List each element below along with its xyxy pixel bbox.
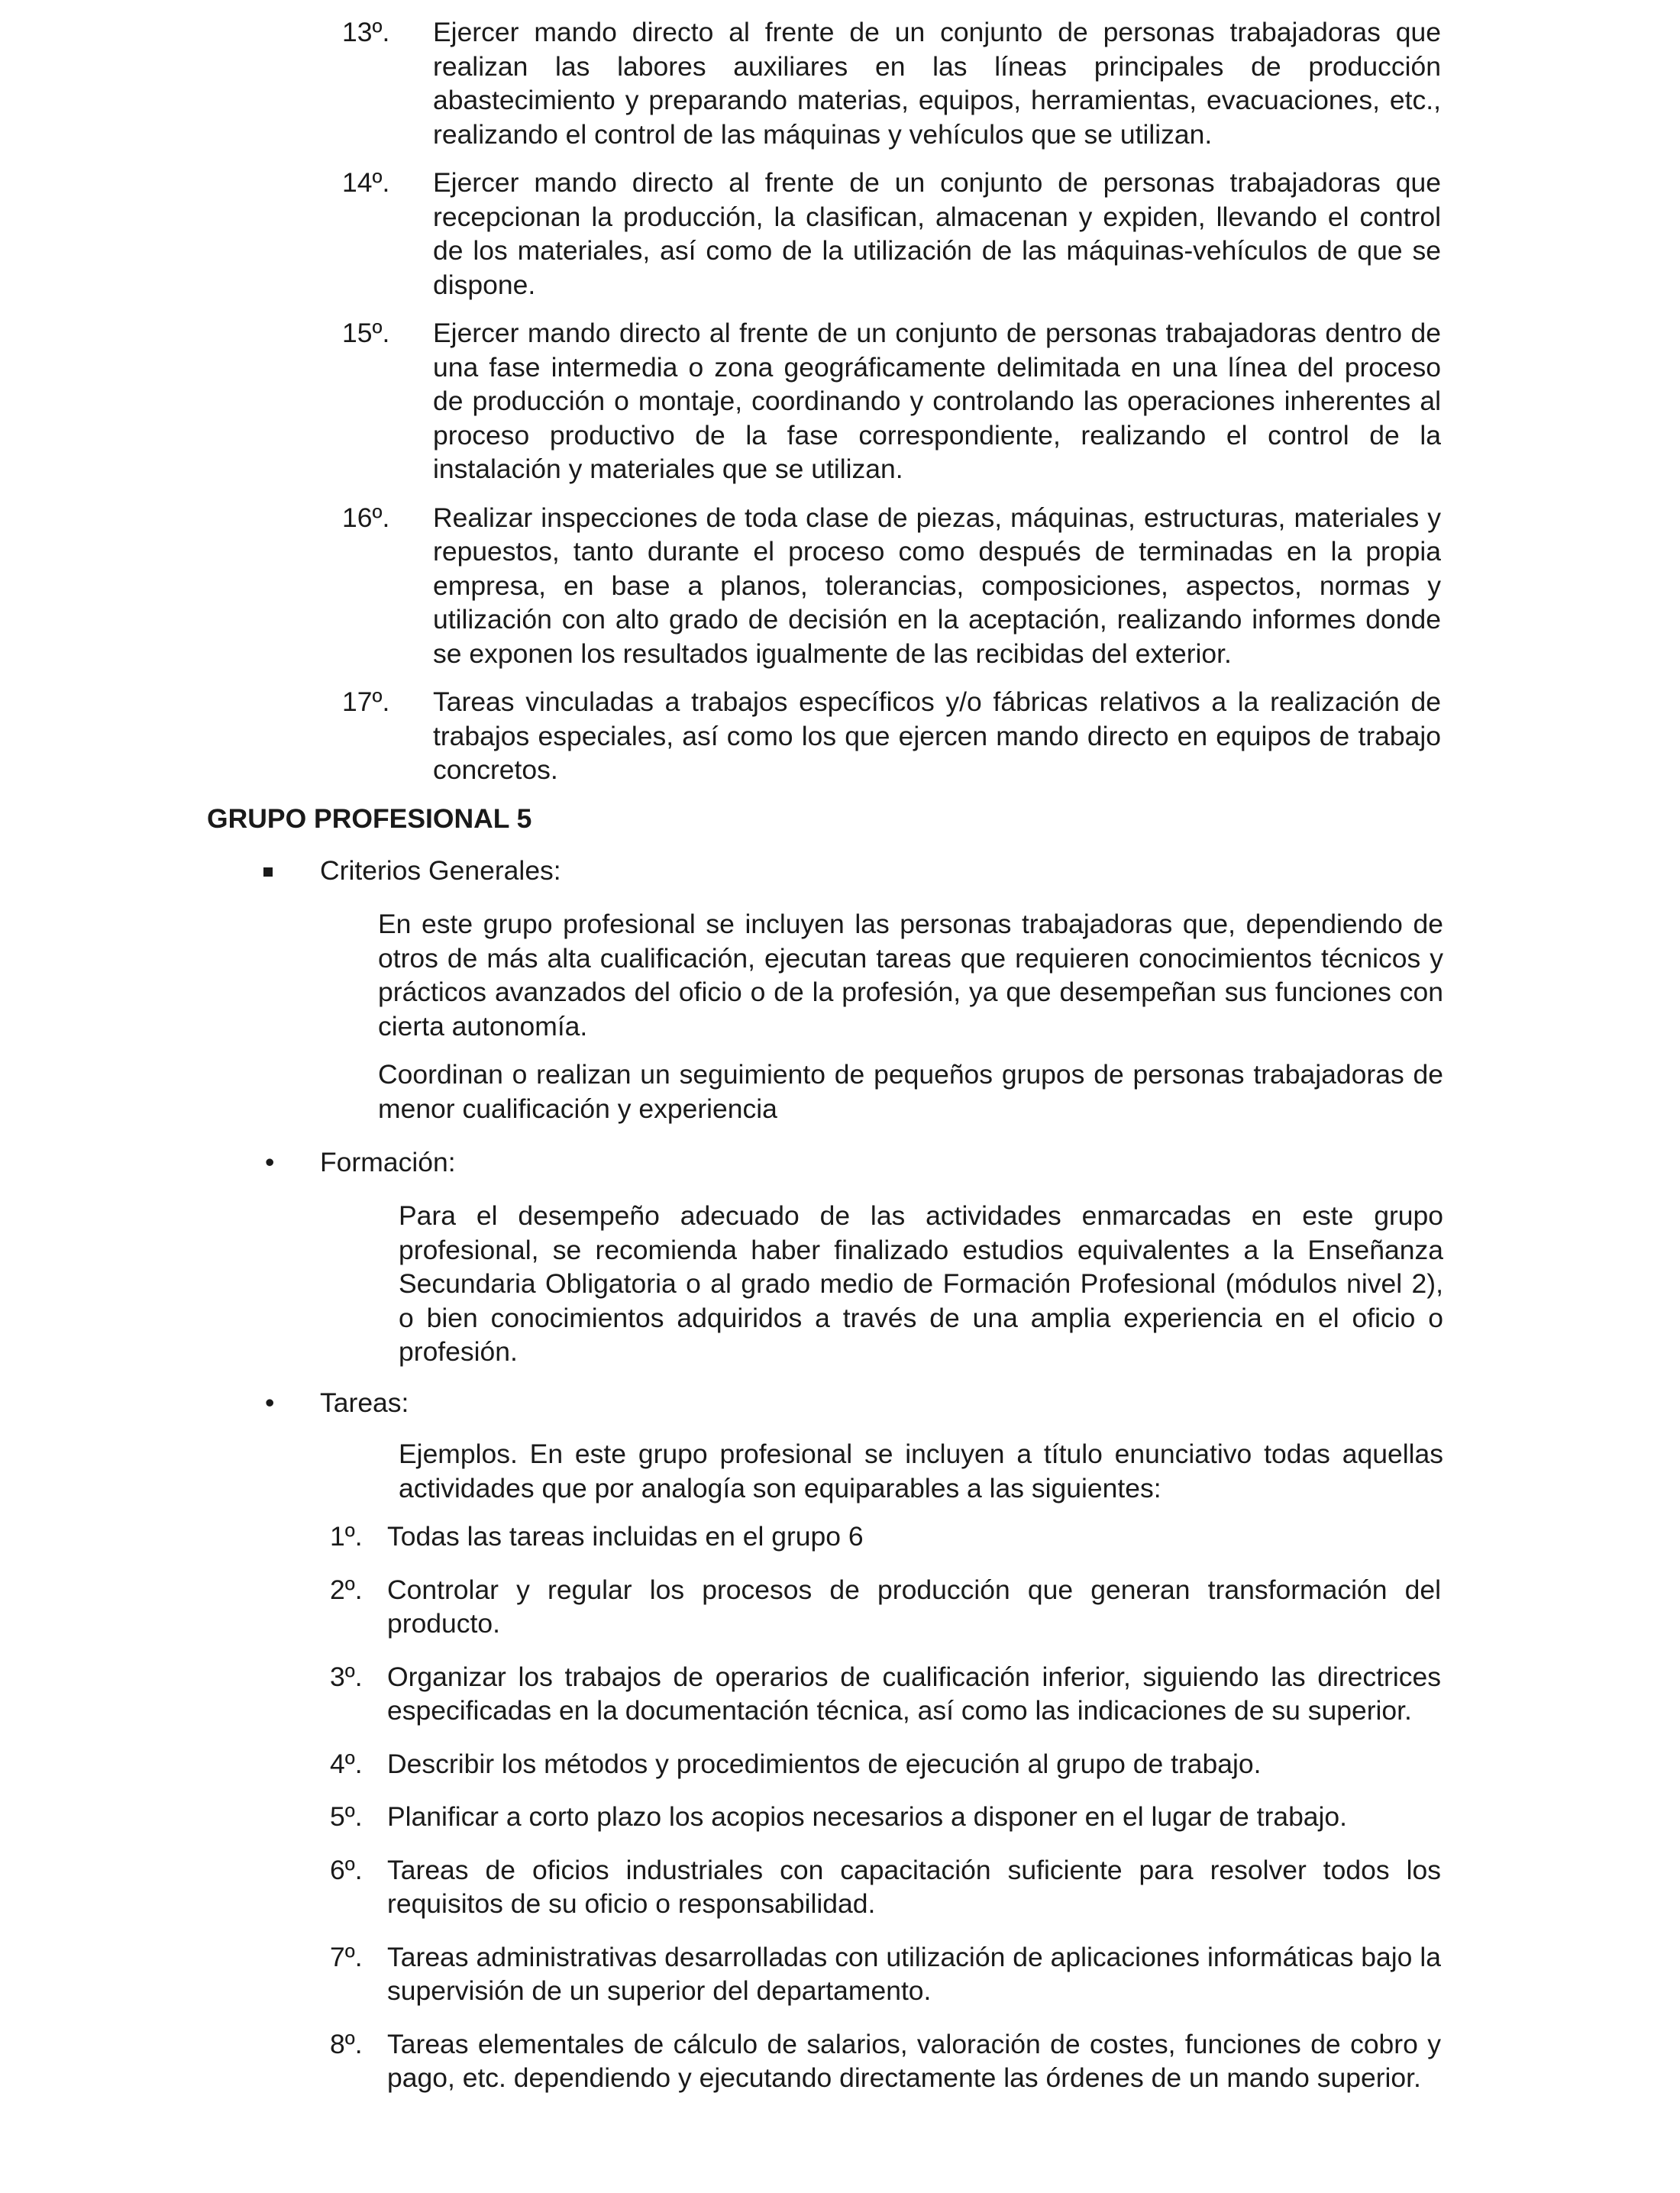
top-numbered-list	[0, 15, 1680, 802]
item-text: Controlar y regular los procesos de producción que generan transformación del producto.	[387, 1574, 1441, 1639]
item-text: Realizar inspecciones de toda clase de piezas, máquinas, estructuras, materiales y repuestos, tanto durante el proceso como después de terminadas en la propia empresa, en base a planos, tolerancias, composiciones, aspectos, normas y utilización con alto grado de decisión en la aceptación, realizando informes donde se exponen los resultados igualmente de las recibidas del exterior.	[433, 502, 1441, 669]
bullet-icon: •	[265, 1387, 275, 1418]
item-number: 7º.	[330, 1941, 363, 1972]
list-item	[0, 1573, 1680, 1641]
formacion-paragraph: Para el desempeño adecuado de las actividades enmarcadas en este grupo profesional, se recomienda haber finalizado estudios equivalentes a la Enseñanza Secundaria Obligatoria o al grado medio de Formación Profesional (módulos nivel 2), o bien conocimientos adquiridos a través de una amplia experiencia en el oficio o profesión.	[399, 1200, 1443, 1367]
square-bullet-icon	[263, 867, 273, 877]
item-number: 2º.	[330, 1574, 363, 1605]
list-item	[0, 1853, 1680, 1921]
item-number: 3º.	[330, 1661, 363, 1692]
item-number: 1º.	[330, 1521, 363, 1552]
list-item	[0, 1660, 1680, 1728]
item-text: Tareas de oficios industriales con capacitación suficiente para resolver todos los requisitos de su oficio o responsabilidad.	[387, 1854, 1441, 1919]
formacion-block	[399, 1199, 1443, 1384]
item-text: Tareas vinculadas a trabajos específicos y/o fábricas relativos a la realización de trabajos especiales, así como los que ejercen mando directo en equipos de trabajo concretos.	[433, 686, 1441, 785]
list-item	[0, 1940, 1680, 2008]
list-item	[0, 685, 1680, 787]
list-item	[0, 1520, 1680, 1554]
item-text: Planificar a corto plazo los acopios necesarios a disponer en el lugar de trabajo.	[387, 1801, 1348, 1832]
tareas-intro-block	[399, 1437, 1443, 1520]
item-number: 6º.	[330, 1854, 363, 1885]
item-number: 14º.	[342, 167, 390, 198]
item-number: 17º.	[342, 686, 390, 717]
item-number: 16º.	[342, 502, 390, 533]
list-item	[0, 1747, 1680, 1781]
item-text: Ejercer mando directo al frente de un conjunto de personas trabajadoras que recepcionan la producción, la clasifican, almacenan y expiden, llevando el control de los materiales, así como de la utilización de las máquinas-vehículos de que se dispone.	[433, 167, 1441, 300]
item-number: 8º.	[330, 2028, 363, 2059]
item-text: Todas las tareas incluidas en el grupo 6	[387, 1521, 864, 1552]
criterios-paragraph: En este grupo profesional se incluyen las personas trabajadoras que, dependiendo de otros de más alta cualificación, ejecutan tareas que requieren conocimientos técnicos y prácticos avanzados del oficio o de la profesión, ya que desempeñan sus funciones con cierta autonomía.	[378, 909, 1443, 1042]
item-text: Ejercer mando directo al frente de un conjunto de personas trabajadoras dentro de una fase intermedia o zona geográficamente delimitada en una línea del proceso de producción o montaje, coordinando y controlando las operaciones inherentes al proceso productivo de la fase correspondiente, realizando el control de la instalación y materiales que se utilizan.	[433, 318, 1441, 484]
list-item	[0, 15, 1680, 151]
item-number: 13º.	[342, 17, 390, 47]
item-text: Ejercer mando directo al frente de un conjunto de personas trabajadoras que realizan las labores auxiliares en las líneas principales de producción abastecimiento y preparando materias, equipos, herramientas, evacuaciones, etc., realizando el control de las máquinas y vehículos que se utilizan.	[433, 17, 1441, 150]
item-text: Tareas elementales de cálculo de salarios, valoración de costes, funciones de cobro y pago, etc. dependiendo y ejecutando directamente las órdenes de un mando superior.	[387, 2028, 1441, 2093]
list-item	[0, 166, 1680, 302]
list-item	[0, 2027, 1680, 2095]
tareas-label: Tareas:	[320, 1387, 409, 1418]
criterios-paragraph: Coordinan o realizan un seguimiento de pequeños grupos de personas trabajadoras de menor cualificación y experiencia	[378, 1059, 1443, 1124]
bullet-icon: •	[265, 1147, 275, 1177]
section-heading: GRUPO PROFESIONAL 5	[207, 803, 532, 834]
list-item	[0, 501, 1680, 671]
item-number: 5º.	[330, 1801, 363, 1832]
criterios-block	[378, 907, 1443, 1140]
item-text: Describir los métodos y procedimientos de ejecución al grupo de trabajo.	[387, 1748, 1262, 1779]
formacion-label: Formación:	[320, 1147, 456, 1177]
item-number: 15º.	[342, 318, 390, 348]
item-text: Tareas administrativas desarrolladas con utilización de aplicaciones informáticas bajo la supervisión de un superior del departamento.	[387, 1941, 1441, 2006]
tareas-intro: Ejemplos. En este grupo profesional se incluyen a título enunciativo todas aquellas actividades que por analogía son equiparables a las siguientes:	[399, 1439, 1443, 1503]
tareas-numbered-list	[0, 1520, 1680, 2114]
item-number: 4º.	[330, 1748, 363, 1779]
list-item	[0, 1800, 1680, 1834]
item-text: Organizar los trabajos de operarios de cualificación inferior, siguiendo las directrices especificadas en la documentación técnica, así como las indicaciones de su superior.	[387, 1661, 1441, 1726]
list-item	[0, 316, 1680, 486]
criterios-label: Criterios Generales:	[320, 855, 561, 886]
